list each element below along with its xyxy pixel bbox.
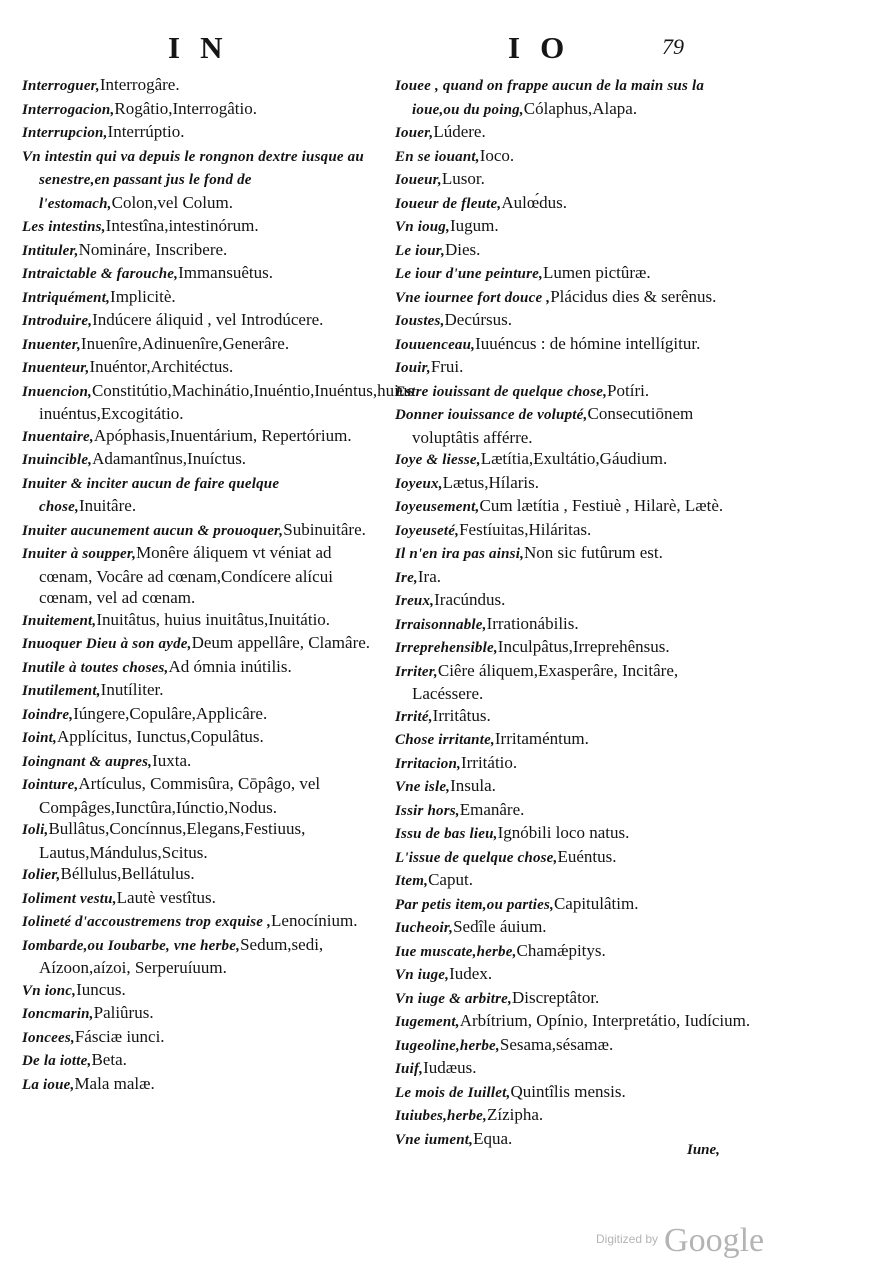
- entry-headword: Inuincible,: [22, 452, 93, 468]
- entry-headword: Inutilement,: [22, 683, 101, 699]
- entry-definition: Subinuitâre.: [283, 519, 366, 539]
- entry-headword: Irraisonnable,: [395, 616, 487, 633]
- entry-headword: Il n'en ira pas ainsi,: [395, 546, 525, 562]
- entry-headword: Iolier,: [22, 867, 61, 883]
- entry-headword: Vn intestin qui va depuis le rongnon dextre iusque au senestre,en passant jus le fond de l'estomach,: [22, 148, 364, 212]
- entry-definition: Irrationábilis.: [486, 613, 579, 633]
- entry-definition: Inuenîre,Adinuenîre,Generâre.: [80, 333, 290, 353]
- entry-headword: Le mois de Iuillet,: [395, 1084, 511, 1101]
- dictionary-entry: [395, 448, 751, 472]
- dictionary-entry: [395, 940, 751, 964]
- entry-definition: Fásciæ iunci.: [74, 1026, 165, 1046]
- entry-headword: Vne isle,: [395, 779, 451, 795]
- dictionary-entry: [395, 728, 751, 752]
- dictionary-entry: [395, 613, 751, 637]
- entry-headword: Inutile à toutes choses,: [22, 659, 169, 676]
- dictionary-entry: [395, 356, 751, 380]
- entry-headword: Vne iument,: [395, 1131, 474, 1148]
- dictionary-entry: [22, 863, 378, 887]
- entry-definition: Euéntus.: [557, 846, 617, 866]
- dictionary-entry: [22, 887, 378, 911]
- entry-headword: Ioingnant & aupres,: [22, 753, 153, 770]
- entry-headword: Ioindre,: [22, 706, 74, 723]
- dictionary-entry: [395, 846, 751, 870]
- dictionary-entry: [22, 145, 378, 216]
- entry-definition: Iuxta.: [152, 750, 192, 770]
- entry-headword: Iouee , quand on frappe aucun de la main sus la ioue,ou du poing,: [395, 78, 705, 118]
- entry-headword: Vn ioug,: [395, 219, 450, 235]
- dictionary-entry: [395, 869, 751, 893]
- right-column: [395, 74, 751, 1151]
- entry-headword: Inuencion,: [22, 383, 92, 400]
- entry-headword: Irreprehensible,: [395, 640, 498, 656]
- entry-headword: Iouir,: [395, 360, 431, 376]
- entry-definition: Intestîna,intestinórum.: [105, 216, 259, 235]
- entry-definition: Ira.: [417, 566, 442, 586]
- entry-definition: Monêre áliquem vt véniat ad cœnam, Vocâre ad cœnam,Condícere alícui cœnam, vel ad cœnam.: [39, 543, 333, 607]
- entry-definition: Iracúndus.: [434, 590, 506, 609]
- entry-definition: Lusor.: [441, 169, 485, 188]
- dictionary-entry: [22, 726, 378, 750]
- entry-definition: Non sic futûrum est.: [524, 543, 663, 562]
- dictionary-entry: [22, 934, 378, 979]
- entry-definition: Lautè vestîtus.: [116, 887, 216, 907]
- entry-headword: Inuenter,: [22, 336, 81, 353]
- dictionary-entry: [22, 519, 378, 543]
- entry-definition: Discreptâtor.: [511, 987, 600, 1007]
- entry-definition: Iuncus.: [76, 979, 126, 999]
- dictionary-entry: [395, 566, 751, 590]
- entry-definition: Quintîlis mensis.: [510, 1081, 626, 1101]
- dictionary-entry: [22, 656, 378, 680]
- entry-headword: L'issue de quelque chose,: [395, 849, 558, 866]
- entry-definition: Cólaphus,Alapa.: [523, 98, 638, 118]
- entry-headword: Chose irritante,: [395, 732, 495, 748]
- entry-headword: Ioyeuseté,: [395, 522, 460, 539]
- entry-headword: Ire,: [395, 569, 418, 586]
- entry-definition: Arbítrium, Opínio, Interpretátio, Iudícium.: [459, 1011, 751, 1030]
- entry-definition: Interrúptio.: [107, 122, 185, 141]
- dictionary-entry: [395, 286, 751, 310]
- dictionary-entry: [22, 309, 378, 333]
- header-left-letters: IN: [168, 30, 243, 65]
- entry-definition: Irritâtus.: [432, 705, 491, 725]
- watermark-prefix: Digitized by: [596, 1232, 659, 1246]
- entry-definition: Colon,vel Colum.: [111, 192, 233, 212]
- dictionary-entry: [395, 589, 751, 613]
- entry-definition: Plácidus dies & serênus.: [550, 286, 717, 306]
- entry-headword: Issu de bas lieu,: [395, 826, 498, 842]
- entry-headword: Inuiter & inciter aucun de faire quelque chose,: [22, 475, 280, 515]
- dictionary-entry: [395, 333, 751, 357]
- entry-definition: Indúcere áliquid , vel Introdúcere.: [92, 310, 324, 329]
- dictionary-entry: [395, 893, 751, 917]
- entry-definition: Artículus, Commisûra, Cōpâgo, vel Compâges,Iunctûra,Iúnctio,Nodus.: [39, 774, 321, 817]
- entry-definition: Zízipha.: [486, 1105, 544, 1124]
- entry-definition: Capitulâtim.: [553, 893, 639, 913]
- dictionary-entry: [22, 448, 378, 472]
- entry-definition: Beta.: [91, 1050, 127, 1069]
- entry-headword: Inuenteur,: [22, 360, 90, 376]
- entry-definition: Insula.: [450, 776, 496, 795]
- entry-headword: Le iour,: [395, 242, 445, 259]
- entry-headword: La ioue,: [22, 1076, 75, 1093]
- entry-definition: Ignóbili loco natus.: [497, 823, 630, 842]
- entry-headword: Ioint,: [22, 730, 57, 746]
- dictionary-entry: [395, 987, 751, 1011]
- entry-headword: Ioueur de fleute,: [395, 195, 502, 212]
- entry-definition: Consecutiōnem voluptâtis afférre.: [412, 404, 694, 447]
- dictionary-entry: [395, 636, 751, 660]
- entry-headword: Inuiter à soupper,: [22, 546, 137, 562]
- entry-headword: Iugement,: [395, 1014, 460, 1030]
- dictionary-entry: [22, 239, 378, 263]
- dictionary-entry: [22, 1026, 378, 1050]
- entry-headword: Irriter,: [395, 663, 438, 680]
- dictionary-entry: [22, 333, 378, 357]
- dictionary-entry: [22, 262, 378, 286]
- entry-headword: Estre iouissant de quelque chose,: [395, 383, 608, 400]
- dictionary-entry: [22, 703, 378, 727]
- entry-definition: Iudæus.: [423, 1058, 477, 1077]
- entry-headword: Donner iouissance de volupté,: [395, 407, 588, 423]
- entry-headword: Intraictable & farouche,: [22, 266, 179, 282]
- dictionary-entry: [22, 380, 414, 425]
- entry-definition: Inuitâre.: [78, 496, 137, 515]
- dictionary-entry: [395, 1081, 751, 1105]
- dictionary-entry: [22, 632, 378, 656]
- entry-headword: Ioli,: [22, 822, 49, 838]
- dictionary-entry: [395, 542, 751, 566]
- entry-definition: Caput.: [428, 870, 473, 889]
- entry-headword: Iointure,: [22, 777, 79, 793]
- dictionary-entry: [22, 750, 378, 774]
- running-header: [0, 30, 889, 74]
- entry-headword: Inuiter aucunement aucun & prouoquer,: [22, 522, 284, 539]
- entry-definition: Bullâtus,Concínnus,Elegans,Festiuus, Lautus,Mándulus,Scitus.: [39, 819, 306, 862]
- dictionary-entry: [395, 1104, 751, 1128]
- dictionary-entry: [22, 121, 378, 145]
- entry-definition: Iúngere,Copulâre,Applicâre.: [73, 703, 268, 723]
- watermark-brand: Google: [664, 1222, 765, 1259]
- catchword: Iune,: [687, 1142, 720, 1158]
- dictionary-entry: [22, 979, 378, 1003]
- entry-definition: Inutíliter.: [100, 680, 164, 699]
- entry-headword: Vn iuge & arbitre,: [395, 990, 512, 1007]
- dictionary-entry: [395, 262, 751, 286]
- dictionary-entry: [22, 425, 378, 449]
- entry-headword: Interrogacion,: [22, 101, 115, 118]
- dictionary-entry: [395, 495, 751, 519]
- dictionary-entry: [22, 679, 378, 703]
- dictionary-entry: [395, 192, 751, 216]
- entry-definition: Irritaméntum.: [494, 729, 589, 748]
- dictionary-entry: [395, 660, 751, 705]
- entry-definition: Iudex.: [449, 964, 493, 983]
- entry-headword: Ioncees,: [22, 1029, 75, 1046]
- page-number: 79: [662, 34, 684, 59]
- entry-headword: Ioye & liesse,: [395, 452, 481, 468]
- entry-headword: Inuitement,: [22, 612, 97, 629]
- dictionary-entry: [22, 215, 378, 239]
- entry-headword: Iolineté d'accoustremens trop exquise ,: [22, 914, 272, 930]
- dictionary-entry: [22, 609, 378, 633]
- dictionary-entry: [22, 356, 378, 380]
- dictionary-entry: [395, 916, 751, 940]
- entry-definition: Irritátio.: [460, 752, 518, 772]
- entry-headword: Iue muscate,herbe,: [395, 943, 517, 960]
- dictionary-entry: [395, 1010, 751, 1034]
- dictionary-entry: [22, 818, 378, 863]
- entry-headword: Iuiubes,herbe,: [395, 1108, 487, 1124]
- dictionary-entry: [395, 752, 751, 776]
- dictionary-entry: [22, 1073, 378, 1097]
- dictionary-entry: [395, 380, 751, 404]
- entry-definition: Chamǽpitys.: [516, 940, 606, 960]
- dictionary-entry: [22, 1002, 378, 1026]
- dictionary-entry: [395, 822, 751, 846]
- entry-headword: Introduire,: [22, 313, 93, 329]
- dictionary-entry: [395, 472, 751, 496]
- entry-definition: Ad ómnia inútilis.: [168, 656, 292, 676]
- entry-headword: Iugeoline,herbe,: [395, 1037, 500, 1054]
- dictionary-entry: [22, 286, 378, 310]
- dictionary-entry: [395, 775, 751, 799]
- dictionary-entry: [395, 1057, 751, 1081]
- dictionary-entry: [395, 799, 751, 823]
- entry-definition: Decúrsus.: [444, 310, 513, 329]
- entry-definition: Apóphasis,Inuentárium, Repertórium.: [93, 425, 352, 445]
- dictionary-entry: [395, 705, 751, 729]
- entry-headword: Ioueur,: [395, 172, 442, 188]
- dictionary-entry: [395, 145, 751, 169]
- entry-headword: Interrupcion,: [22, 125, 108, 141]
- entry-definition: Ioco.: [479, 145, 515, 165]
- dictionary-entry: [22, 1049, 378, 1073]
- entry-definition: Inculpâtus,Irreprehênsus.: [497, 637, 670, 656]
- dictionary-entry: [22, 542, 378, 609]
- entry-headword: Intriquément,: [22, 289, 111, 306]
- header-right-letters: IO: [508, 30, 585, 65]
- entry-definition: Lenocínium.: [271, 911, 358, 930]
- entry-headword: En se iouant,: [395, 148, 480, 165]
- entry-headword: De la iotte,: [22, 1053, 92, 1069]
- dictionary-entry: [395, 168, 751, 192]
- dictionary-entry: [22, 98, 378, 122]
- dictionary-entry: [395, 1034, 751, 1058]
- entry-definition: Equa.: [473, 1128, 513, 1148]
- dictionary-entry: [395, 403, 751, 448]
- entry-headword: Ioyeux,: [395, 475, 443, 492]
- dictionary-entry: [395, 121, 751, 145]
- dictionary-entry: [22, 910, 378, 934]
- entry-definition: Potíri.: [607, 380, 650, 400]
- entry-headword: Irrité,: [395, 708, 433, 725]
- entry-headword: Ioyeusement,: [395, 499, 480, 515]
- entry-definition: Inuéntor,Architéctus.: [89, 357, 234, 376]
- entry-definition: Ciêre áliquem,Exasperâre, Incitâre, Lacéssere.: [412, 660, 679, 703]
- entry-definition: Applícitus, Iunctus,Copulâtus.: [56, 727, 264, 746]
- entry-headword: Les intestins,: [22, 219, 106, 235]
- entry-definition: Constitútio,Machinátio,Inuéntio,Inuéntus,huius inuéntus,Excogitátio.: [39, 380, 414, 423]
- entry-definition: Interrogâre.: [99, 75, 180, 94]
- entry-definition: Iuuéncus : de hómine intellígitur.: [475, 333, 701, 353]
- entry-headword: Item,: [395, 873, 429, 889]
- entry-headword: Irritacion,: [395, 755, 461, 772]
- entry-headword: Iouuenceau,: [395, 336, 476, 353]
- entry-headword: Vne iournee fort douce ,: [395, 289, 551, 306]
- entry-headword: Ioliment vestu,: [22, 890, 117, 907]
- entry-definition: Inuitâtus, huius inuitâtus,Inuitátio.: [96, 609, 331, 629]
- dictionary-entry: [22, 773, 378, 818]
- entry-definition: Deum appellâre, Clamâre.: [191, 633, 371, 652]
- entry-definition: Frui.: [430, 357, 464, 376]
- entry-definition: Emanâre.: [459, 799, 525, 819]
- entry-headword: Iombarde,ou Ioubarbe, vne herbe,: [22, 937, 241, 954]
- entry-definition: Dies.: [444, 239, 481, 259]
- entry-headword: Ioncmarin,: [22, 1006, 94, 1022]
- entry-headword: Vn ionc,: [22, 982, 77, 999]
- entry-headword: Ireux,: [395, 593, 435, 609]
- entry-headword: Inuentaire,: [22, 428, 94, 445]
- entry-definition: Lætítia,Exultátio,Gáudium.: [480, 449, 668, 468]
- entry-headword: Ioustes,: [395, 313, 445, 329]
- digitized-watermark: [596, 1222, 764, 1262]
- entry-definition: Sesama,sésamæ.: [499, 1034, 614, 1054]
- entry-headword: Inuoquer Dieu à son ayde,: [22, 636, 192, 652]
- entry-headword: Vn iuge,: [395, 967, 450, 983]
- entry-definition: Rogâtio,Interrogâtio.: [114, 98, 257, 118]
- entry-definition: Béllulus,Bellátulus.: [60, 864, 195, 883]
- entry-definition: Lætus,Hílaris.: [442, 472, 539, 492]
- entry-headword: Iucheoir,: [395, 920, 454, 936]
- dictionary-entry: [395, 309, 751, 333]
- entry-definition: Paliûrus.: [93, 1003, 154, 1022]
- entry-definition: Aulœ́dus.: [501, 192, 567, 212]
- entry-definition: Lúdere.: [433, 122, 486, 141]
- entry-definition: Sedum,sedi, Aízoon,aízoi, Serperuíuum.: [39, 934, 324, 977]
- entry-definition: Iugum.: [449, 216, 499, 235]
- entry-definition: Immansuêtus.: [178, 263, 273, 282]
- entry-headword: Par petis item,ou parties,: [395, 896, 554, 913]
- entry-headword: Iuif,: [395, 1061, 424, 1077]
- entry-definition: Nomináre, Inscribere.: [78, 239, 228, 259]
- entry-definition: Festíuitas,Hiláritas.: [459, 519, 592, 539]
- dictionary-entry: [395, 215, 751, 239]
- entry-headword: Intituler,: [22, 242, 79, 259]
- entry-definition: Lumen pictûræ.: [542, 263, 651, 282]
- entry-headword: Issir hors,: [395, 802, 460, 819]
- dictionary-entry: [22, 74, 378, 98]
- dictionary-entry: [395, 519, 751, 543]
- entry-definition: Mala malæ.: [74, 1073, 155, 1093]
- entry-headword: Le iour d'une peinture,: [395, 266, 543, 282]
- dictionary-entry: [395, 963, 751, 987]
- entry-headword: Interroguer,: [22, 78, 100, 94]
- entry-definition: Adamantînus,Inuíctus.: [92, 449, 247, 468]
- entry-definition: Implicitè.: [110, 286, 176, 306]
- entry-definition: Cum lætítia , Festiuè , Hilarè, Lætè.: [479, 496, 724, 515]
- entry-headword: Iouer,: [395, 125, 434, 141]
- dictionary-entry: [395, 74, 751, 121]
- entry-definition: Sedîle áuium.: [453, 917, 547, 936]
- dictionary-entry: [22, 472, 378, 519]
- dictionary-entry: [395, 239, 751, 263]
